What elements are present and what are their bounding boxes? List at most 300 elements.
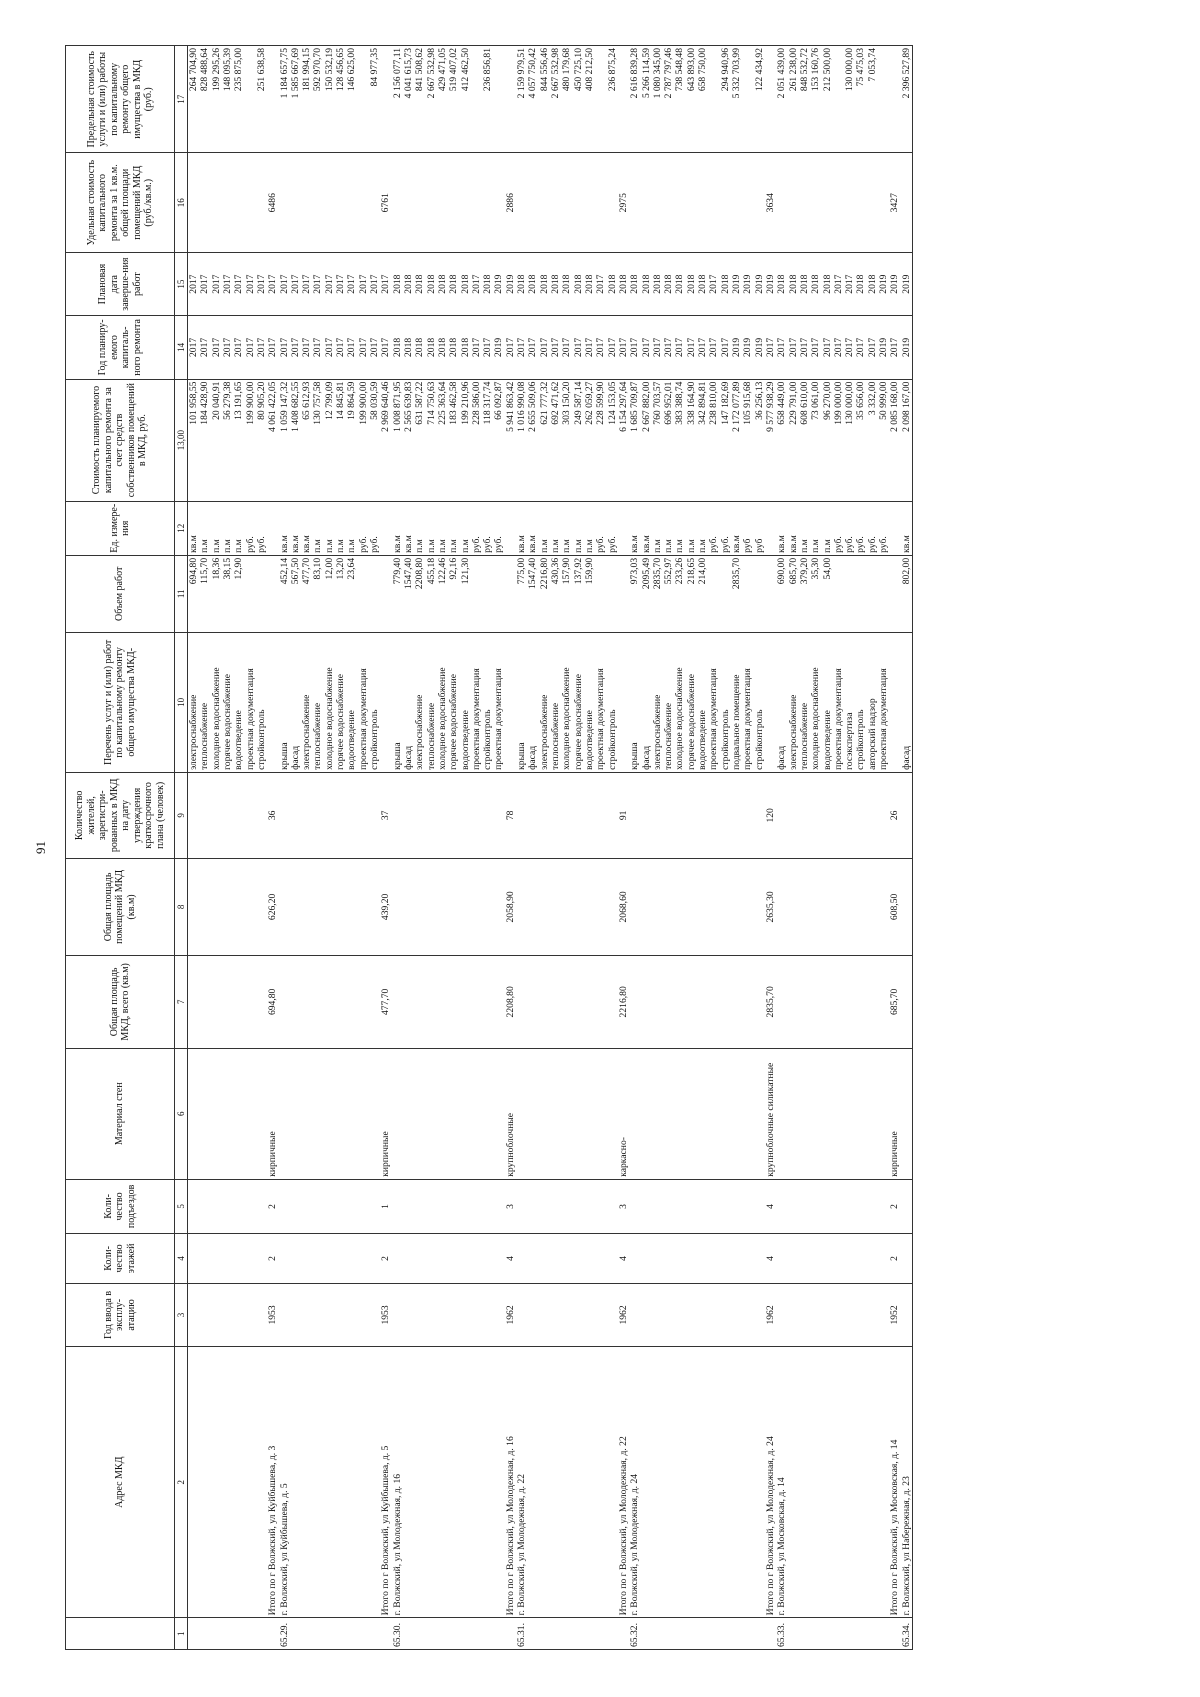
premises-area-cell [527, 858, 538, 955]
unit-cost-cell [358, 153, 369, 252]
work-volume-cell: 115,70 [199, 555, 210, 632]
work-volume-cell: 685,70 [788, 555, 799, 632]
unit-cell: кв.м [641, 501, 652, 555]
work-volume-cell [493, 555, 504, 632]
completion-date-cell: 2018 [414, 252, 425, 315]
total-area-cell [188, 956, 200, 1049]
repair-year-cell: 2017 [663, 316, 674, 379]
work-volume-cell: 122,46 [437, 555, 448, 632]
unit-cost-cell [708, 153, 719, 252]
unit-cost-cell [607, 153, 618, 252]
work-type-cell: водоотведение [697, 632, 708, 772]
cost-limit-cell: 146 625,00 [346, 46, 357, 153]
year-built-cell [742, 1283, 753, 1346]
unit-cost-cell [335, 153, 346, 252]
year-built-cell [822, 1283, 833, 1346]
floors-cell [641, 1234, 652, 1284]
residents-cell [460, 772, 471, 858]
year-built-cell [335, 1283, 346, 1346]
residents-cell [414, 772, 425, 858]
table-row [403, 46, 414, 1650]
premises-area-cell [867, 858, 878, 955]
floors-cell [426, 1234, 437, 1284]
row-number-cell [889, 1618, 900, 1650]
work-volume-cell: 214,00 [697, 555, 708, 632]
floors-cell [482, 1234, 493, 1284]
repair-year-cell: 2017 [471, 316, 482, 379]
planned-cost-cell: 228 599,90 [595, 379, 606, 501]
residents-cell [392, 772, 403, 858]
unit-cell: руб. [607, 501, 618, 555]
floors-cell [335, 1234, 346, 1284]
entrances-cell [539, 1179, 550, 1233]
year-built-cell [776, 1283, 787, 1346]
floors-cell [731, 1234, 742, 1284]
planned-cost-cell: 101 958,55 [188, 379, 200, 501]
unit-cell: п.м [674, 501, 685, 555]
work-type-cell: проектная документация [493, 632, 504, 772]
wall-material-cell [335, 1048, 346, 1179]
address-cell: Итого по г Волжский, ул Куйбышева, д. 3 [267, 1347, 278, 1618]
floors-cell [697, 1234, 708, 1284]
unit-cost-cell [629, 153, 640, 252]
planned-cost-cell: 338 164,90 [686, 379, 697, 501]
residents-cell [188, 772, 200, 858]
planned-cost-cell: 130 757,58 [312, 379, 323, 501]
table-row [539, 46, 550, 1650]
unit-cell: п.м [460, 501, 471, 555]
unit-cell: руб [754, 501, 765, 555]
completion-date-cell: 2017 [346, 252, 357, 315]
completion-date-cell: 2019 [731, 252, 742, 315]
wall-material-cell [550, 1048, 561, 1179]
table-row [595, 46, 606, 1650]
planned-cost-cell: 1 685 709,87 [629, 379, 640, 501]
row-number-cell: 65.32. [629, 1618, 640, 1650]
cost-limit-cell: 848 532,72 [799, 46, 810, 153]
floors-cell [527, 1234, 538, 1284]
unit-cell: руб. [855, 501, 866, 555]
unit-cost-cell [437, 153, 448, 252]
planned-cost-cell: 696 952,01 [663, 379, 674, 501]
row-number-cell [867, 1618, 878, 1650]
row-number-cell [199, 1618, 210, 1650]
work-type-cell: проектная документация [742, 632, 753, 772]
planned-cost-cell: 80 905,20 [256, 379, 267, 501]
wall-material-cell [731, 1048, 742, 1179]
table-row [358, 46, 369, 1650]
residents-cell [697, 772, 708, 858]
year-built-cell: 1953 [380, 1283, 391, 1346]
entrances-cell [731, 1179, 742, 1233]
work-volume-cell [708, 555, 719, 632]
residents-cell [369, 772, 380, 858]
table-row [788, 46, 799, 1650]
wall-material-cell [527, 1048, 538, 1179]
repair-year-cell: 2017 [810, 316, 821, 379]
repair-year-cell: 2017 [267, 316, 278, 379]
address-cell [844, 1347, 855, 1618]
planned-cost-cell: 118 317,74 [482, 379, 493, 501]
work-volume-cell: 430,36 [550, 555, 561, 632]
floors-cell [776, 1234, 787, 1284]
work-type-cell: фасад [290, 632, 301, 772]
total-area-cell: 2208,80 [505, 956, 516, 1049]
total-area-cell [516, 956, 527, 1049]
year-built-cell [471, 1283, 482, 1346]
work-type-cell: крыша [516, 632, 527, 772]
unit-cell [889, 501, 900, 555]
repair-year-cell: 2017 [708, 316, 719, 379]
unit-cost-cell [233, 153, 244, 252]
unit-cell: п.м [437, 501, 448, 555]
row-number-cell [607, 1618, 618, 1650]
year-built-cell [290, 1283, 301, 1346]
year-built-cell [392, 1283, 403, 1346]
work-type-cell [618, 632, 629, 772]
floors-cell: 2 [380, 1234, 391, 1284]
work-type-cell: проектная документация [245, 632, 256, 772]
work-type-cell: теплоснабжение [550, 632, 561, 772]
entrances-cell [776, 1179, 787, 1233]
unit-cell [267, 501, 278, 555]
total-area-cell [867, 956, 878, 1049]
floors-cell [256, 1234, 267, 1284]
work-volume-cell: 690,00 [776, 555, 787, 632]
repair-year-cell: 2017 [641, 316, 652, 379]
premises-area-cell [641, 858, 652, 955]
premises-area-cell [810, 858, 821, 955]
work-volume-cell: 1547,40 [403, 555, 414, 632]
entrances-cell [844, 1179, 855, 1233]
unit-cell: п.м [686, 501, 697, 555]
total-area-cell [754, 956, 765, 1049]
total-area-cell [878, 956, 889, 1049]
cost-limit-cell: 130 000,00 [844, 46, 855, 153]
premises-area-cell [493, 858, 504, 955]
work-volume-cell: 567,50 [290, 555, 301, 632]
row-number-cell [358, 1618, 369, 1650]
cost-limit-cell: 1 080 345,00 [652, 46, 663, 153]
wall-material-cell [392, 1048, 403, 1179]
wall-material-cell [878, 1048, 889, 1179]
work-type-cell: госэкспертиза [844, 632, 855, 772]
floors-cell [471, 1234, 482, 1284]
residents-cell [607, 772, 618, 858]
unit-cell: руб. [878, 501, 889, 555]
planned-cost-cell: 2 969 640,46 [380, 379, 391, 501]
work-volume-cell: 157,90 [561, 555, 572, 632]
premises-area-cell [403, 858, 414, 955]
work-type-cell: холодное водоснабжение [810, 632, 821, 772]
unit-cell: п.м [448, 501, 459, 555]
premises-area-cell [539, 858, 550, 955]
residents-cell [199, 772, 210, 858]
repair-year-cell: 2017 [211, 316, 222, 379]
planned-cost-cell: 228 586,00 [471, 379, 482, 501]
unit-cell: п.м [539, 501, 550, 555]
total-area-cell [697, 956, 708, 1049]
wall-material-cell [493, 1048, 504, 1179]
wall-material-cell [629, 1048, 640, 1179]
floors-cell [233, 1234, 244, 1284]
row-number-cell [674, 1618, 685, 1650]
completion-date-cell: 2017 [290, 252, 301, 315]
unit-cell [380, 501, 391, 555]
cost-limit-cell: 84 977,35 [369, 46, 380, 153]
total-area-cell [527, 956, 538, 1049]
work-volume-cell [595, 555, 606, 632]
entrances-cell [346, 1179, 357, 1233]
address-cell [290, 1347, 301, 1618]
total-area-cell [720, 956, 731, 1049]
planned-cost-cell: 2 655 509,06 [527, 379, 538, 501]
work-volume-cell: 1547,40 [527, 555, 538, 632]
entrances-cell [403, 1179, 414, 1233]
work-volume-cell [878, 555, 889, 632]
unit-cost-cell [403, 153, 414, 252]
table-row [482, 46, 493, 1650]
row-number-cell [584, 1618, 595, 1650]
planned-cost-cell: 147 182,69 [720, 379, 731, 501]
unit-cell: кв.м [731, 501, 742, 555]
unit-cost-cell [426, 153, 437, 252]
work-type-cell: теплоснабжение [663, 632, 674, 772]
planned-cost-cell: 35 656,00 [855, 379, 866, 501]
planned-cost-cell: 199 000,00 [833, 379, 844, 501]
work-type-cell [765, 632, 776, 772]
residents-cell [788, 772, 799, 858]
work-volume-cell [369, 555, 380, 632]
planned-cost-cell: 199 900,00 [358, 379, 369, 501]
residents-cell [810, 772, 821, 858]
planned-cost-cell: 6 154 297,64 [618, 379, 629, 501]
total-area-cell: 2835,70 [765, 956, 776, 1049]
floors-cell [674, 1234, 685, 1284]
work-volume-cell: 23,64 [346, 555, 357, 632]
planned-cost-cell: 124 153,05 [607, 379, 618, 501]
total-area-cell [358, 956, 369, 1049]
row-number-cell: 65.34. [901, 1618, 913, 1650]
floors-cell [403, 1234, 414, 1284]
completion-date-cell: 2017 [188, 252, 200, 315]
column-number-8: 8 [175, 858, 188, 955]
table-row [324, 46, 335, 1650]
wall-material-cell [324, 1048, 335, 1179]
wall-material-cell [516, 1048, 527, 1179]
year-built-cell [629, 1283, 640, 1346]
work-volume-cell: 12,00 [324, 555, 335, 632]
entrances-cell [188, 1179, 200, 1233]
residents-cell [211, 772, 222, 858]
residents-cell [448, 772, 459, 858]
wall-material-cell [844, 1048, 855, 1179]
cost-limit-cell: 412 462,50 [460, 46, 471, 153]
total-area-cell [652, 956, 663, 1049]
completion-date-cell: 2018 [855, 252, 866, 315]
cost-limit-cell: 4 041 615,73 [403, 46, 414, 153]
work-volume-cell [754, 555, 765, 632]
unit-cost-cell [720, 153, 731, 252]
unit-cost-cell [493, 153, 504, 252]
wall-material-cell: каркасно- [618, 1048, 629, 1179]
premises-area-cell [731, 858, 742, 955]
column-number-15: 15 [175, 252, 188, 315]
table-row [629, 46, 640, 1650]
year-built-cell [674, 1283, 685, 1346]
work-volume-cell: 455,18 [426, 555, 437, 632]
completion-date-cell: 2017 [595, 252, 606, 315]
premises-area-cell [188, 858, 200, 955]
cost-limit-cell: 658 750,00 [697, 46, 708, 153]
work-volume-cell [867, 555, 878, 632]
address-cell [595, 1347, 606, 1618]
planned-cost-cell: 692 471,62 [550, 379, 561, 501]
unit-cost-cell [448, 153, 459, 252]
repair-year-cell: 2019 [493, 316, 504, 379]
wall-material-cell: кирпичные [380, 1048, 391, 1179]
repair-year-cell: 2019 [901, 316, 913, 379]
address-cell: г. Волжский, ул Куйбышева, д. 5 [279, 1347, 290, 1618]
floors-cell [788, 1234, 799, 1284]
premises-area-cell [233, 858, 244, 955]
total-area-cell [392, 956, 403, 1049]
unit-cell: п.м [324, 501, 335, 555]
unit-cell: п.м [810, 501, 821, 555]
year-built-cell [607, 1283, 618, 1346]
work-volume-cell [855, 555, 866, 632]
premises-area-cell [595, 858, 606, 955]
unit-cost-cell [550, 153, 561, 252]
total-area-cell [663, 956, 674, 1049]
address-cell [301, 1347, 312, 1618]
work-type-cell: электроснабжение [188, 632, 200, 772]
row-number-cell: 65.31. [516, 1618, 527, 1650]
repair-year-cell: 2017 [346, 316, 357, 379]
column-header-6: Материал стен [66, 1048, 175, 1179]
work-type-cell: теплоснабжение [426, 632, 437, 772]
total-area-cell [561, 956, 572, 1049]
entrances-cell [573, 1179, 584, 1233]
address-cell [358, 1347, 369, 1618]
cost-limit-cell: 2 396 527,89 [901, 46, 913, 153]
row-number-cell [426, 1618, 437, 1650]
address-cell [810, 1347, 821, 1618]
year-built-cell: 1962 [505, 1283, 516, 1346]
unit-cell: руб. [867, 501, 878, 555]
unit-cost-cell [561, 153, 572, 252]
work-type-cell: проектная документация [708, 632, 719, 772]
entrances-cell: 1 [380, 1179, 391, 1233]
address-cell [493, 1347, 504, 1618]
row-number-cell [335, 1618, 346, 1650]
address-cell: Итого по г Волжский, ул Молодежная, д. 16 [505, 1347, 516, 1618]
entrances-cell [448, 1179, 459, 1233]
residents-cell [641, 772, 652, 858]
cost-limit-cell: 1 184 657,75 [279, 46, 290, 153]
completion-date-cell: 2017 [199, 252, 210, 315]
row-number-cell [346, 1618, 357, 1650]
unit-cell: руб. [256, 501, 267, 555]
entrances-cell [290, 1179, 301, 1233]
work-type-cell: стройконтроль [754, 632, 765, 772]
cost-limit-cell: 212 500,00 [822, 46, 833, 153]
table-row [607, 46, 618, 1650]
year-built-cell [527, 1283, 538, 1346]
planned-cost-cell: 183 462,58 [448, 379, 459, 501]
row-number-cell [742, 1618, 753, 1650]
address-cell: Итого по г Волжский, ул Молодежная, д. 24 [765, 1347, 776, 1618]
row-number-cell: 65.30. [392, 1618, 403, 1650]
work-type-cell: водоотведение [460, 632, 471, 772]
completion-date-cell: 2018 [561, 252, 572, 315]
floors-cell [663, 1234, 674, 1284]
wall-material-cell [584, 1048, 595, 1179]
work-volume-cell [267, 555, 278, 632]
wall-material-cell [776, 1048, 787, 1179]
work-volume-cell: 2216,80 [539, 555, 550, 632]
cost-limit-cell: 841 508,62 [414, 46, 425, 153]
work-type-cell: фасад [527, 632, 538, 772]
repair-year-cell: 2019 [731, 316, 742, 379]
planned-cost-cell: 249 587,14 [573, 379, 584, 501]
floors-cell [312, 1234, 323, 1284]
unit-cell [505, 501, 516, 555]
work-volume-cell: 2208,80 [414, 555, 425, 632]
completion-date-cell: 2019 [889, 252, 900, 315]
floors-cell [539, 1234, 550, 1284]
column-header-14: Год планиру-емого капиталь-ного ремонта [66, 316, 175, 379]
cost-limit-cell [833, 46, 844, 153]
unit-cost-cell [584, 153, 595, 252]
unit-cell: п.м [822, 501, 833, 555]
address-cell [256, 1347, 267, 1618]
work-type-cell: электроснабжение [301, 632, 312, 772]
floors-cell [720, 1234, 731, 1284]
work-volume-cell [607, 555, 618, 632]
wall-material-cell [901, 1048, 913, 1179]
table-row [267, 46, 278, 1650]
work-volume-cell [471, 555, 482, 632]
cost-limit-cell: 75 475,03 [855, 46, 866, 153]
entrances-cell [471, 1179, 482, 1233]
completion-date-cell: 2019 [742, 252, 753, 315]
floors-cell [878, 1234, 889, 1284]
total-area-cell [199, 956, 210, 1049]
wall-material-cell [211, 1048, 222, 1179]
premises-area-cell [788, 858, 799, 955]
unit-cell: руб. [471, 501, 482, 555]
wall-material-cell [573, 1048, 584, 1179]
wall-material-cell [833, 1048, 844, 1179]
wall-material-cell [674, 1048, 685, 1179]
work-type-cell: фасад [901, 632, 913, 772]
entrances-cell [607, 1179, 618, 1233]
column-number-7: 7 [175, 956, 188, 1049]
completion-date-cell: 2018 [618, 252, 629, 315]
planned-cost-cell: 383 388,74 [674, 379, 685, 501]
unit-cost-cell [346, 153, 357, 252]
unit-cost-cell [471, 153, 482, 252]
work-type-cell: электроснабжение [539, 632, 550, 772]
work-type-cell: стройконтроль [482, 632, 493, 772]
row-number-cell [810, 1618, 821, 1650]
work-volume-cell [482, 555, 493, 632]
residents-cell [256, 772, 267, 858]
address-cell: г. Волжский, ул Молодежная, д. 24 [629, 1347, 640, 1618]
work-type-cell: холодное водоснабжение [561, 632, 572, 772]
cost-limit-cell: 4 057 750,42 [527, 46, 538, 153]
